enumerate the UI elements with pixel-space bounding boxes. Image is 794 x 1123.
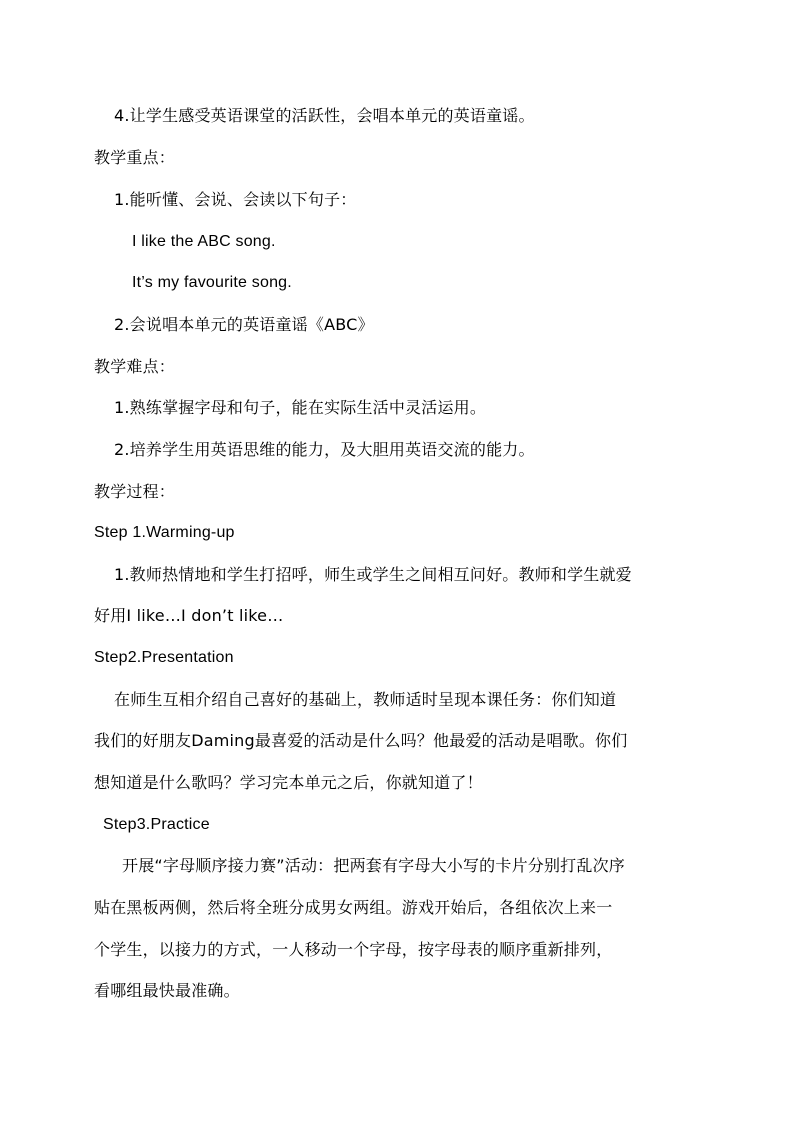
- objective-4: 4.让学生感受英语课堂的活跃性，会唱本单元的英语童谣。: [114, 106, 535, 125]
- key-point-1: 1.能听懂、会说、会读以下句子：: [114, 190, 357, 209]
- sentence-1: I like the ABC song.: [132, 233, 276, 250]
- step-2-text-line-1: 在师生互相介绍自己喜好的基础上，教师适时呈现本课任务：你们知道: [114, 690, 617, 709]
- step-3-text-line-3: 个学生，以接力的方式，一人移动一个字母，按字母表的顺序重新排列，: [94, 940, 613, 959]
- heading-difficulties: 教学难点：: [94, 357, 176, 376]
- step-3-text-line-1: 开展“字母顺序接力赛”活动：把两套有字母大小写的卡片分别打乱次序: [122, 856, 625, 875]
- sentence-2: It’s my favourite song.: [132, 274, 292, 291]
- heading-key-points: 教学重点：: [94, 148, 176, 167]
- step-1-text-line-2: 好用I like…I don’t like…: [94, 606, 284, 625]
- key-point-2: 2.会说唱本单元的英语童谣《ABC》: [114, 315, 374, 334]
- heading-process: 教学过程：: [94, 482, 176, 501]
- step-2-heading: Step2.Presentation: [94, 649, 234, 666]
- step-3-text-line-2: 贴在黑板两侧，然后将全班分成男女两组。游戏开始后，各组依次上来一: [94, 898, 613, 917]
- step-2-text-line-2: 我们的好朋友Daming最喜爱的活动是什么吗？他最爱的活动是唱歌。你们: [94, 731, 628, 750]
- step-3-heading: Step3.Practice: [103, 816, 210, 833]
- step-1-heading: Step 1.Warming-up: [94, 524, 235, 541]
- step-2-text-line-3: 想知道是什么歌吗？学习完本单元之后，你就知道了！: [94, 773, 483, 792]
- difficulty-2: 2.培养学生用英语思维的能力，及大胆用英语交流的能力。: [114, 440, 535, 459]
- difficulty-1: 1.熟练掌握字母和句子，能在实际生活中灵活运用。: [114, 398, 487, 417]
- step-1-text-line-1: 1.教师热情地和学生打招呼，师生或学生之间相互问好。教师和学生就爱: [114, 565, 632, 584]
- step-3-text-line-4: 看哪组最快最准确。: [94, 981, 240, 1000]
